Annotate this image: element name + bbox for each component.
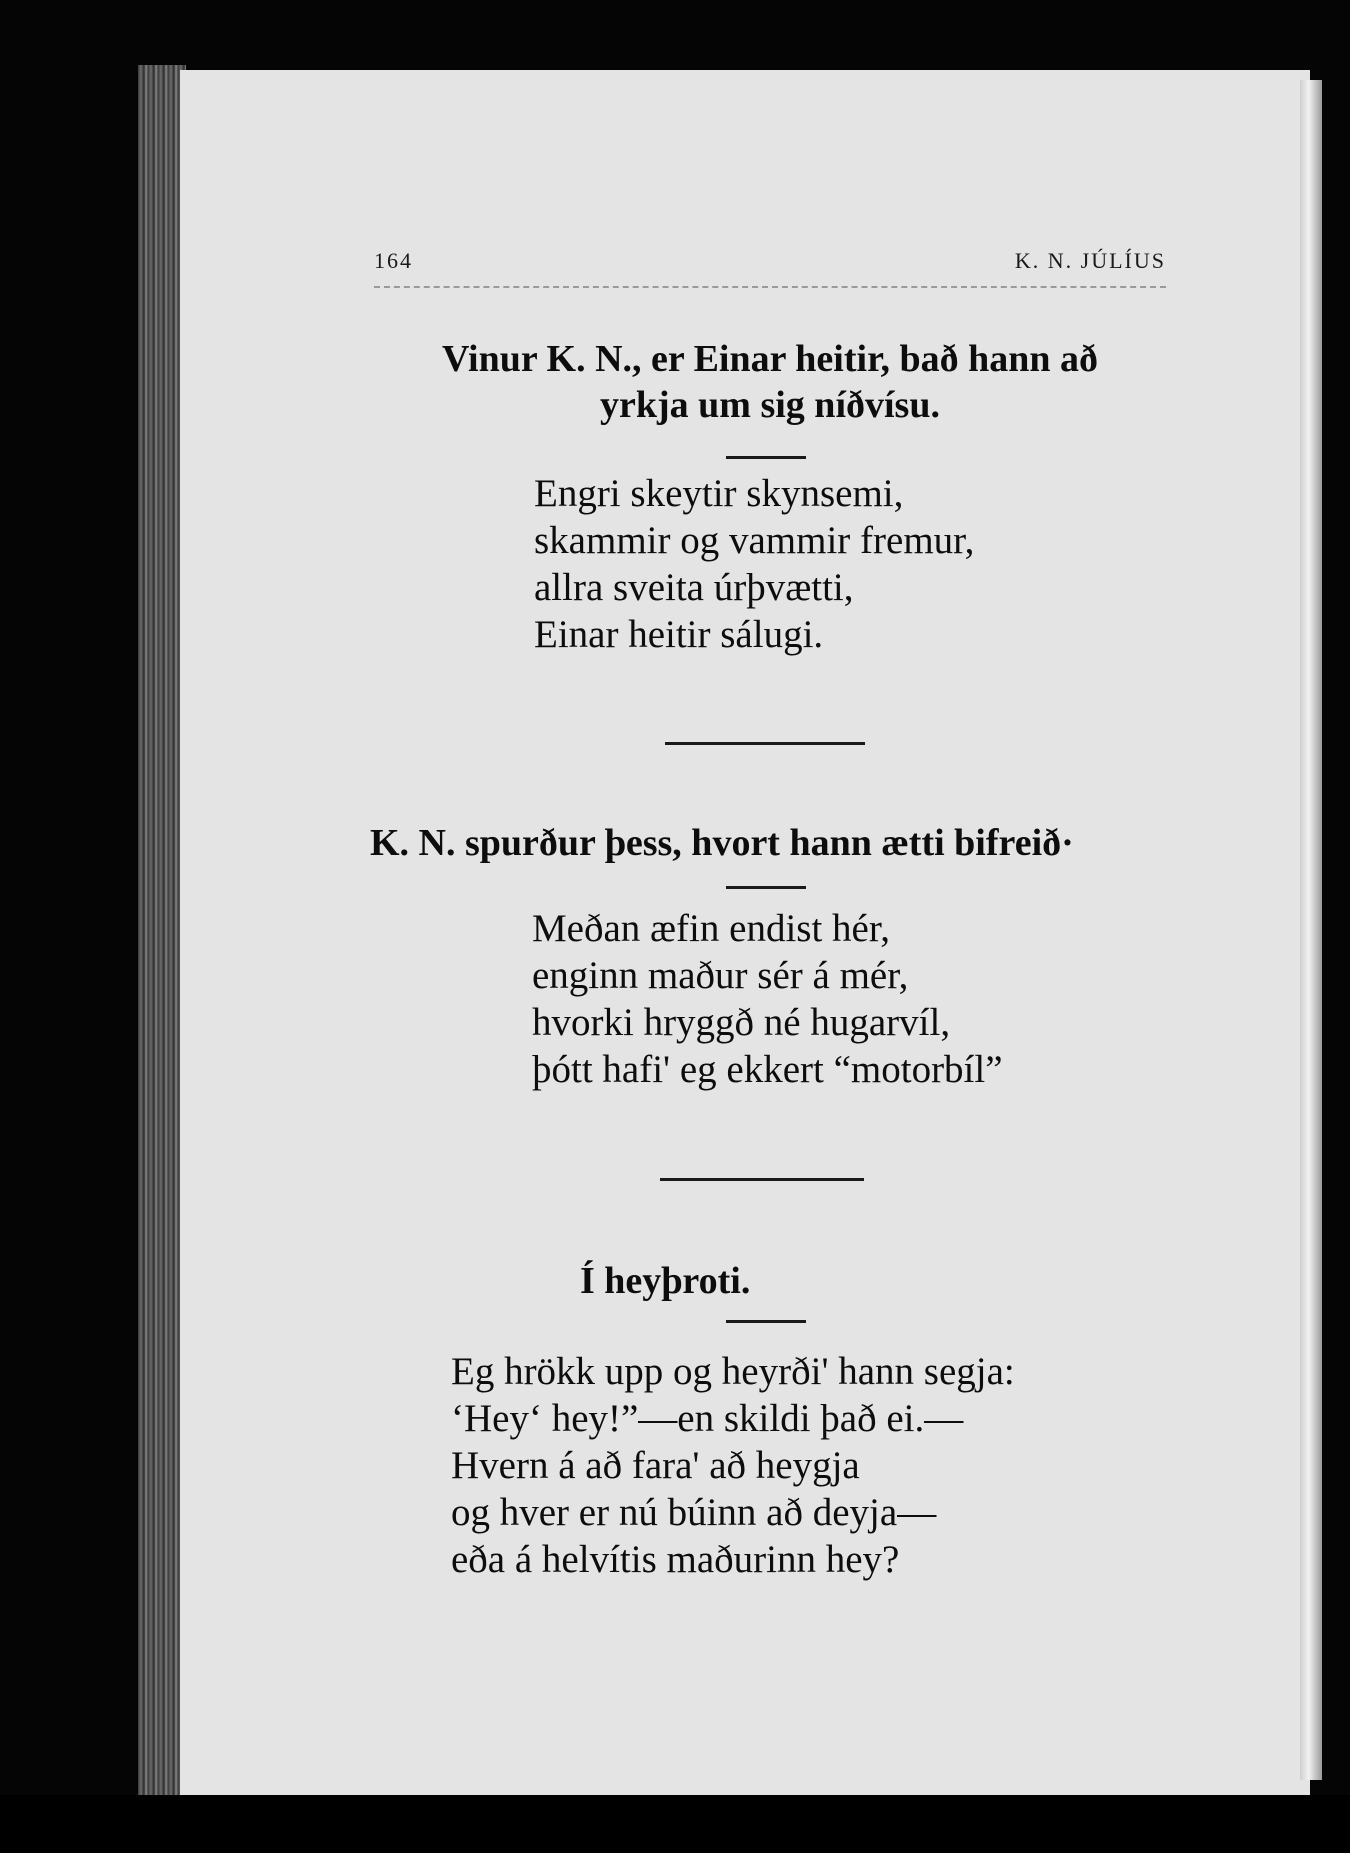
heading-line: Í heyþroti. [580,1260,751,1302]
short-divider [726,1320,806,1323]
verse-line: þótt hafi' eg ekkert “motorbíl” [532,1048,1003,1091]
running-head [374,248,1166,282]
book-binding [138,65,186,1800]
verse-line: Meðan æfin endist hér, [532,907,891,950]
poem-stanza [534,470,1174,658]
verse-line: enginn maður sér á mér, [532,954,909,997]
header-rule [374,286,1166,288]
heading-line: K. N. spurður þess, hvort hann ætti bifreið· [370,822,1074,864]
verse-line: Hvern á að fara' að heygja [451,1444,860,1487]
short-divider [726,456,806,459]
scan-bottom-shadow [0,1795,1350,1853]
heading-line: Vinur K. N., er Einar heitir, bað hann að [442,338,1098,380]
short-divider [726,886,806,889]
verse-line: Engri skeytir skynsemi, [534,472,904,515]
poem-heading [380,336,1160,428]
verse-line: eða á helvítis maðurinn hey? [451,1538,900,1581]
section-divider [660,1178,864,1181]
verse-line: hvorki hryggð né hugarvíl, [532,1001,951,1044]
page-number: 164 [374,248,413,273]
verse-line: Eg hrökk upp og heyrði' hann segja: [451,1350,1015,1393]
page-edge [1300,80,1322,1780]
verse-line: og hver er nú búinn að deyja— [451,1491,937,1534]
running-title: K. N. JÚLÍUS [1014,248,1166,273]
poem-stanza [532,905,1172,1093]
verse-line: allra sveita úrþvætti, [534,566,854,609]
verse-line: ‘Hey‘ hey!”—en skildi það ei.— [451,1397,964,1440]
section-divider [665,742,865,745]
poem-heading [580,1258,880,1304]
heading-line: yrkja um sig níðvísu. [600,384,940,426]
poem-stanza [451,1348,1171,1583]
verse-line: Einar heitir sálugi. [534,613,824,656]
poem-heading [370,820,1170,866]
verse-line: skammir og vammir fremur, [534,519,975,562]
